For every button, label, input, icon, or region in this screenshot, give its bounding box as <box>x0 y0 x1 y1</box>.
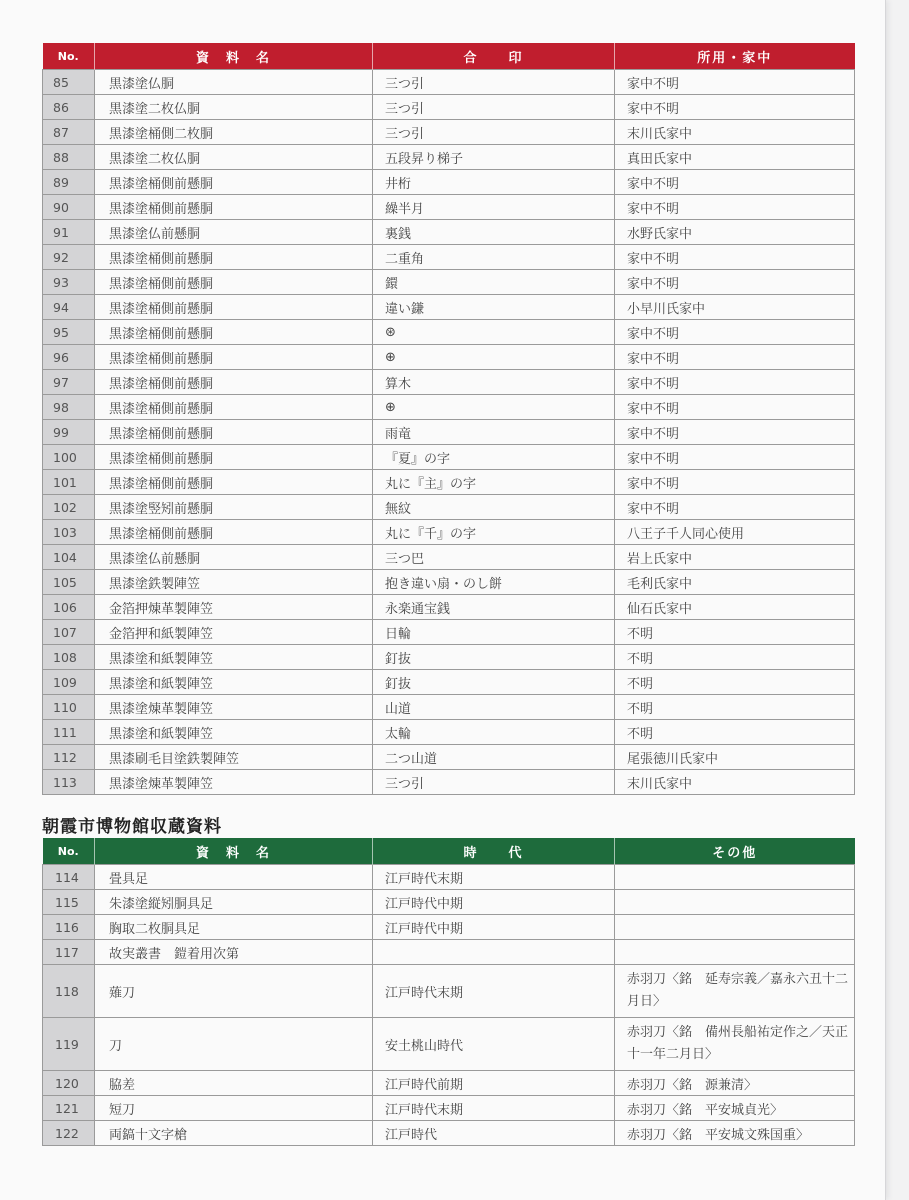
cell-number: 98 <box>43 395 95 420</box>
table-row <box>43 1018 855 1071</box>
cell-material-name: 黒漆塗竪矧前懸胴 <box>95 495 373 520</box>
cell-number: 87 <box>43 120 95 145</box>
cell-crest: 三つ引 <box>373 70 615 95</box>
table-row <box>43 940 855 965</box>
table-row <box>43 170 855 195</box>
table-row <box>43 295 855 320</box>
table-row <box>43 570 855 595</box>
table-row <box>43 915 855 940</box>
cell-crest: 裏銭 <box>373 220 615 245</box>
cell-material-name: 畳具足 <box>95 865 373 890</box>
table-row <box>43 520 855 545</box>
cell-number: 102 <box>43 495 95 520</box>
cell-number: 110 <box>43 695 95 720</box>
cell-number: 122 <box>43 1121 95 1146</box>
cell-other: 家中不明 <box>615 445 855 470</box>
cell-other: 家中不明 <box>615 470 855 495</box>
header-era: 時 代 <box>373 838 615 865</box>
cell-crest: 山道 <box>373 695 615 720</box>
cell-other: 赤羽刀〈銘 平安城貞光〉 <box>615 1096 855 1121</box>
cell-material-name: 黒漆塗桶側前懸胴 <box>95 195 373 220</box>
cell-material-name: 黒漆塗桶側前懸胴 <box>95 370 373 395</box>
cell-number: 86 <box>43 95 95 120</box>
cell-material-name: 短刀 <box>95 1096 373 1121</box>
armor-seal-table <box>42 43 855 795</box>
cell-material-name: 黒漆塗桶側前懸胴 <box>95 295 373 320</box>
table-row <box>43 95 855 120</box>
table-row <box>43 445 855 470</box>
cell-material-name: 黒漆塗桶側前懸胴 <box>95 270 373 295</box>
cell-number: 93 <box>43 270 95 295</box>
table-row <box>43 645 855 670</box>
cell-crest: 太輪 <box>373 720 615 745</box>
cell-number: 88 <box>43 145 95 170</box>
cell-other: 小早川氏家中 <box>615 295 855 320</box>
table-row <box>43 320 855 345</box>
museum-collection-table <box>42 838 855 1146</box>
table-row <box>43 470 855 495</box>
cell-crest: 繰半月 <box>373 195 615 220</box>
cell-other: 赤羽刀〈銘 源兼清〉 <box>615 1071 855 1096</box>
table-row <box>43 745 855 770</box>
cell-material-name: 黒漆塗仏前懸胴 <box>95 545 373 570</box>
cell-crest: 永楽通宝銭 <box>373 595 615 620</box>
cell-material-name: 黒漆塗和紙製陣笠 <box>95 720 373 745</box>
cell-material-name: 黒漆塗桶側前懸胴 <box>95 520 373 545</box>
table-row <box>43 620 855 645</box>
cell-other: 家中不明 <box>615 270 855 295</box>
cell-crest: 違い鎌 <box>373 295 615 320</box>
cell-number: 97 <box>43 370 95 395</box>
cell-material-name: 両鎬十文字槍 <box>95 1121 373 1146</box>
cell-other <box>615 940 855 965</box>
cell-other: 末川氏家中 <box>615 770 855 795</box>
cell-number: 114 <box>43 865 95 890</box>
cell-material-name: 黒漆刷毛目塗鉄製陣笠 <box>95 745 373 770</box>
cell-other: 不明 <box>615 645 855 670</box>
cell-crest: 日輪 <box>373 620 615 645</box>
table-row <box>43 695 855 720</box>
table-row <box>43 1071 855 1096</box>
cell-number: 91 <box>43 220 95 245</box>
cell-number: 90 <box>43 195 95 220</box>
cell-crest: 鐶 <box>373 270 615 295</box>
table-row <box>43 770 855 795</box>
cell-other: 家中不明 <box>615 395 855 420</box>
cell-number: 113 <box>43 770 95 795</box>
table-row <box>43 70 855 95</box>
table-row <box>43 545 855 570</box>
cell-number: 104 <box>43 545 95 570</box>
cell-other: 赤羽刀〈銘 備州長船祐定作之／天正十一年二月日〉 <box>615 1018 855 1071</box>
cell-number: 118 <box>43 965 95 1018</box>
cell-material-name: 黒漆塗桶側前懸胴 <box>95 445 373 470</box>
cell-material-name: 朱漆塗縦矧胴具足 <box>95 890 373 915</box>
cell-crest: 雨竜 <box>373 420 615 445</box>
cell-crest: 三つ巴 <box>373 545 615 570</box>
cell-material-name: 黒漆塗桶側前懸胴 <box>95 345 373 370</box>
table-row <box>43 245 855 270</box>
header-owner-clan: 所用・家中 <box>615 43 855 70</box>
cell-crest: 『夏』の字 <box>373 445 615 470</box>
cell-era: 江戸時代末期 <box>373 865 615 890</box>
header-no: No. <box>43 838 95 865</box>
cell-crest: ⊕ <box>373 345 615 370</box>
cell-other <box>615 915 855 940</box>
cell-other: 仙石氏家中 <box>615 595 855 620</box>
cell-material-name: 黒漆塗二枚仏胴 <box>95 95 373 120</box>
cell-other: 家中不明 <box>615 320 855 345</box>
cell-number: 121 <box>43 1096 95 1121</box>
cell-material-name: 故実叢書 鎧着用次第 <box>95 940 373 965</box>
cell-number: 105 <box>43 570 95 595</box>
table-row <box>43 270 855 295</box>
cell-material-name: 薙刀 <box>95 965 373 1018</box>
cell-number: 99 <box>43 420 95 445</box>
header-crest: 合 印 <box>373 43 615 70</box>
cell-other: 八王子千人同心使用 <box>615 520 855 545</box>
cell-material-name: 胸取二枚胴具足 <box>95 915 373 940</box>
cell-material-name: 黒漆塗桶側二枚胴 <box>95 120 373 145</box>
header-no: No. <box>43 43 95 70</box>
cell-number: 109 <box>43 670 95 695</box>
cell-other: 家中不明 <box>615 170 855 195</box>
cell-other: 家中不明 <box>615 370 855 395</box>
cell-number: 100 <box>43 445 95 470</box>
cell-material-name: 脇差 <box>95 1071 373 1096</box>
cell-material-name: 黒漆塗桶側前懸胴 <box>95 320 373 345</box>
header-material-name: 資 料 名 <box>95 838 373 865</box>
cell-other: 不明 <box>615 720 855 745</box>
cell-era: 安土桃山時代 <box>373 1018 615 1071</box>
table-row <box>43 720 855 745</box>
table-row <box>43 195 855 220</box>
table-row <box>43 345 855 370</box>
cell-number: 119 <box>43 1018 95 1071</box>
header-material-name: 資 料 名 <box>95 43 373 70</box>
cell-era: 江戸時代 <box>373 1121 615 1146</box>
cell-material-name: 刀 <box>95 1018 373 1071</box>
table-row <box>43 595 855 620</box>
table-row <box>43 670 855 695</box>
cell-other: 家中不明 <box>615 420 855 445</box>
cell-number: 103 <box>43 520 95 545</box>
cell-number: 115 <box>43 890 95 915</box>
cell-crest: 三つ引 <box>373 95 615 120</box>
cell-other: 尾張徳川氏家中 <box>615 745 855 770</box>
cell-era: 江戸時代末期 <box>373 965 615 1018</box>
cell-material-name: 金箔押和紙製陣笠 <box>95 620 373 645</box>
cell-era: 江戸時代末期 <box>373 1096 615 1121</box>
cell-crest: 井桁 <box>373 170 615 195</box>
cell-crest: 丸に『千』の字 <box>373 520 615 545</box>
cell-number: 117 <box>43 940 95 965</box>
cell-other: 岩上氏家中 <box>615 545 855 570</box>
cell-crest: 算木 <box>373 370 615 395</box>
cell-material-name: 黒漆塗桶側前懸胴 <box>95 395 373 420</box>
cell-era: 江戸時代前期 <box>373 1071 615 1096</box>
cell-crest: 二重角 <box>373 245 615 270</box>
cell-number: 111 <box>43 720 95 745</box>
cell-other <box>615 865 855 890</box>
table-row <box>43 890 855 915</box>
cell-number: 112 <box>43 745 95 770</box>
cell-number: 89 <box>43 170 95 195</box>
cell-material-name: 黒漆塗桶側前懸胴 <box>95 245 373 270</box>
cell-crest: 五段昇り梯子 <box>373 145 615 170</box>
table-row <box>43 420 855 445</box>
cell-era: 江戸時代中期 <box>373 915 615 940</box>
table-row <box>43 865 855 890</box>
cell-other: 赤羽刀〈銘 延寿宗義／嘉永六丑十二月日〉 <box>615 965 855 1018</box>
table-row <box>43 1121 855 1146</box>
table-row <box>43 395 855 420</box>
cell-material-name: 黒漆塗煉革製陣笠 <box>95 770 373 795</box>
cell-material-name: 黒漆塗煉革製陣笠 <box>95 695 373 720</box>
cell-era: 江戸時代中期 <box>373 890 615 915</box>
cell-other: 不明 <box>615 670 855 695</box>
cell-crest: ⊕ <box>373 395 615 420</box>
cell-crest: ⊛ <box>373 320 615 345</box>
cell-number: 94 <box>43 295 95 320</box>
table-row <box>43 220 855 245</box>
cell-material-name: 黒漆塗和紙製陣笠 <box>95 645 373 670</box>
cell-other: 家中不明 <box>615 495 855 520</box>
cell-crest: 釘抜 <box>373 670 615 695</box>
cell-other: 家中不明 <box>615 70 855 95</box>
cell-number: 107 <box>43 620 95 645</box>
cell-material-name: 黒漆塗桶側前懸胴 <box>95 470 373 495</box>
cell-crest: 三つ引 <box>373 770 615 795</box>
cell-material-name: 黒漆塗仏前懸胴 <box>95 220 373 245</box>
cell-material-name: 黒漆塗桶側前懸胴 <box>95 420 373 445</box>
cell-number: 95 <box>43 320 95 345</box>
cell-other: 不明 <box>615 695 855 720</box>
table-row <box>43 1096 855 1121</box>
section-title: 朝霞市博物館収蔵資料 <box>42 817 222 837</box>
table-header-row <box>43 838 855 865</box>
table-row <box>43 145 855 170</box>
table-row <box>43 495 855 520</box>
cell-crest: 釘抜 <box>373 645 615 670</box>
cell-material-name: 黒漆塗鉄製陣笠 <box>95 570 373 595</box>
cell-other: 家中不明 <box>615 245 855 270</box>
header-other: その他 <box>615 838 855 865</box>
cell-crest: 抱き違い扇・のし餅 <box>373 570 615 595</box>
cell-crest: 無紋 <box>373 495 615 520</box>
cell-material-name: 黒漆塗二枚仏胴 <box>95 145 373 170</box>
cell-number: 120 <box>43 1071 95 1096</box>
cell-material-name: 黒漆塗桶側前懸胴 <box>95 170 373 195</box>
cell-crest: 丸に『主』の字 <box>373 470 615 495</box>
cell-other: 毛利氏家中 <box>615 570 855 595</box>
table-row <box>43 370 855 395</box>
cell-era <box>373 940 615 965</box>
table-row <box>43 965 855 1018</box>
cell-other <box>615 890 855 915</box>
cell-other: 家中不明 <box>615 95 855 120</box>
cell-crest: 二つ山道 <box>373 745 615 770</box>
cell-crest: 三つ引 <box>373 120 615 145</box>
cell-number: 116 <box>43 915 95 940</box>
cell-number: 85 <box>43 70 95 95</box>
table-body <box>43 70 855 795</box>
table-row <box>43 120 855 145</box>
cell-other: 家中不明 <box>615 195 855 220</box>
cell-number: 96 <box>43 345 95 370</box>
cell-number: 106 <box>43 595 95 620</box>
cell-number: 108 <box>43 645 95 670</box>
cell-other: 水野氏家中 <box>615 220 855 245</box>
cell-other: 真田氏家中 <box>615 145 855 170</box>
cell-material-name: 金箔押煉革製陣笠 <box>95 595 373 620</box>
cell-other: 不明 <box>615 620 855 645</box>
cell-other: 赤羽刀〈銘 平安城文殊国重〉 <box>615 1121 855 1146</box>
cell-other: 家中不明 <box>615 345 855 370</box>
cell-material-name: 黒漆塗仏胴 <box>95 70 373 95</box>
table-body <box>43 865 855 1146</box>
cell-number: 92 <box>43 245 95 270</box>
cell-number: 101 <box>43 470 95 495</box>
cell-other: 末川氏家中 <box>615 120 855 145</box>
table-header-row <box>43 43 855 70</box>
cell-material-name: 黒漆塗和紙製陣笠 <box>95 670 373 695</box>
